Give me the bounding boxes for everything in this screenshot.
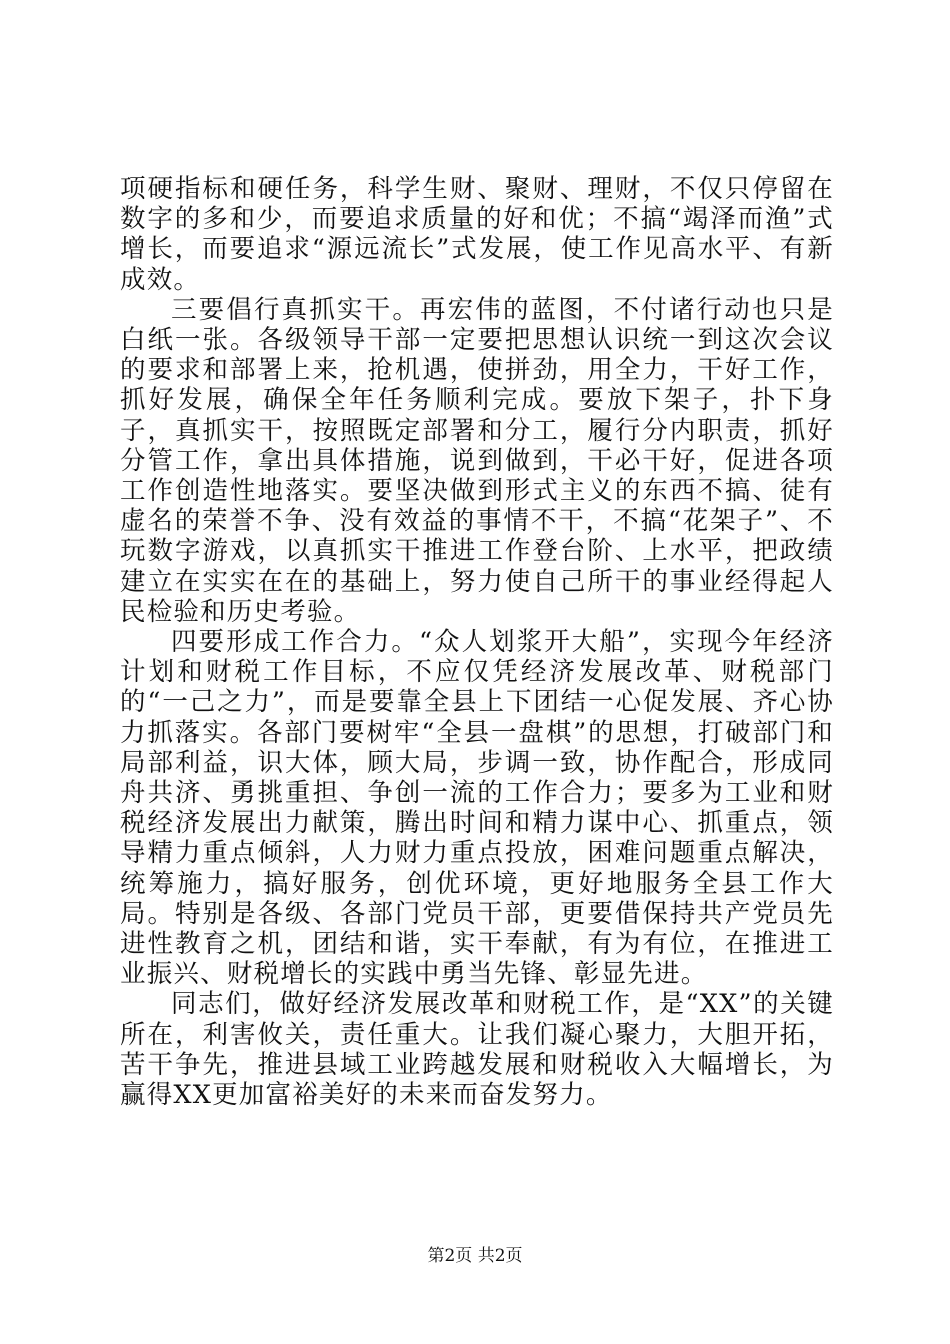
paragraph-closing: 同志们，做好经济发展改革和财税工作，是“XX”的关键所在，利害攸关，责任重大。让我们凝心聚力，大胆开拓，苦干争先，推进县域工业跨越发展和财税收入大幅增长，为赢得XX更加富裕美好的未来而奋发努力。 xyxy=(120,989,834,1111)
document-body xyxy=(120,174,834,1110)
paragraph-point-three: 三要倡行真抓实干。再宏伟的蓝图，不付诸行动也只是白纸一张。各级领导干部一定要把思想认识统一到这次会议的要求和部署上来，抢机遇，使拼劲，用全力，干好工作，抓好发展，确保全年任务顺利完成。要放下架子，扑下身子，真抓实干，按照既定部署和分工，履行分内职责，抓好分管工作，拿出具体措施，说到做到，干必干好，促进各项工作创造性地落实。要坚决做到形式主义的东西不搞、徒有虚名的荣誉不争、没有效益的事情不干，不搞“花架子”、不玩数字游戏，以真抓实干推进工作登台阶、上水平，把政绩建立在实实在在的基础上，努力使自己所干的事业经得起人民检验和历史考验。 xyxy=(120,294,834,627)
page-number-footer: 第2页 共2页 xyxy=(427,1246,523,1266)
paragraph-continued: 项硬指标和硬任务，科学生财、聚财、理财，不仅只停留在数字的多和少，而要追求质量的好和优；不搞“竭泽而渔”式增长，而要追求“源远流长”式发展，使工作见高水平、有新成效。 xyxy=(120,174,834,295)
paragraph-point-four: 四要形成工作合力。“众人划浆开大船”，实现今年经济计划和财税工作目标，不应仅凭经济发展改革、财税部门的“一己之力”，而是要靠全县上下团结一心促发展、齐心协力抓落实。各部门要树牢“全县一盘棋”的思想，打破部门和局部利益，识大体，顾大局，步调一致，协作配合，形成同舟共济、勇挑重担、争创一流的工作合力；要多为工业和财税经济发展出力献策，腾出时间和精力谋中心、抓重点，领导精力重点倾斜，人力财力重点投放，困难问题重点解决，统筹施力，搞好服务，创优环境，更好地服务全县工作大局。特别是各级、各部门党员干部，更要借保持共产党员先进性教育之机，团结和谐，实干奉献，有为有位，在推进工业振兴、财税增长的实践中勇当先锋、彰显先进。 xyxy=(120,627,834,990)
